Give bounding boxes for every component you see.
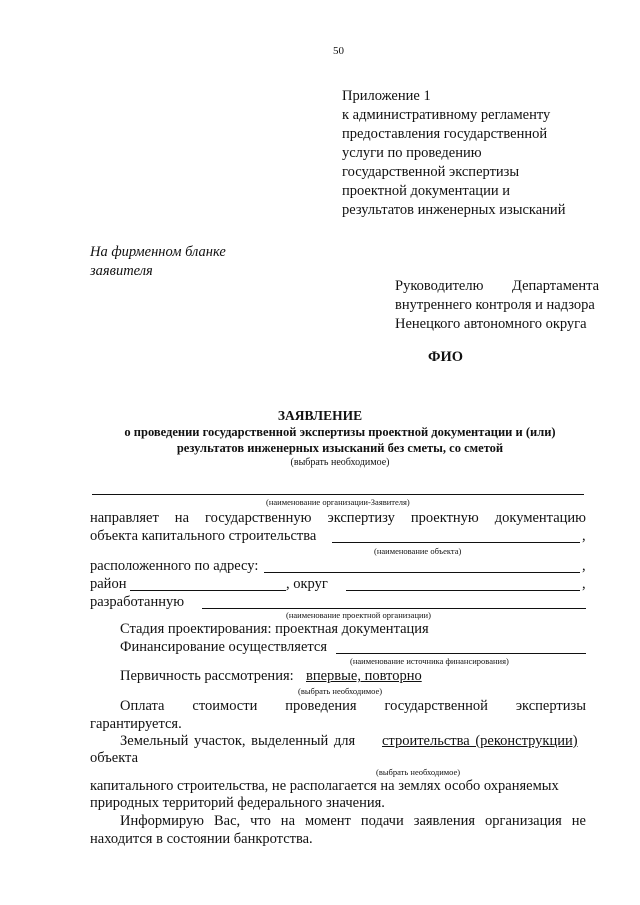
- land-note: (выбрать необходимое): [376, 767, 461, 777]
- letterhead-note: заявителя: [90, 263, 153, 279]
- land-line: капитального строительства, не располагается на землях особо охраняемых: [90, 778, 559, 794]
- financing-caption: (наименование источника финансирования): [350, 656, 509, 666]
- document-title: ЗАЯВЛЕНИЕ: [277, 408, 363, 423]
- choice-note: (выбрать необходимое): [290, 457, 390, 468]
- addressee-department: Департамента: [512, 278, 600, 294]
- land-line: объекта: [90, 750, 139, 766]
- inform-line: находится в состоянии банкротства.: [90, 831, 313, 847]
- financing-field-line: [336, 653, 586, 654]
- appendix-line: государственной экспертизы: [342, 164, 520, 180]
- payment-line: гарантируется.: [90, 716, 182, 732]
- developed-label: разработанную: [90, 594, 185, 610]
- address-label: расположенного по адресу:: [90, 558, 259, 574]
- stage-text: Стадия проектирования: проектная документация: [120, 621, 429, 637]
- sends-line: направляет на государственную экспертизу проектную документацию: [90, 510, 586, 526]
- land-choice: строительства (реконструкции): [382, 733, 578, 749]
- inform-line: Информирую Вас, что на момент подачи заявления организация не: [120, 813, 586, 829]
- payment-line: Оплата стоимости проведения государственной экспертизы: [120, 698, 586, 714]
- object-label: объекта капитального строительства: [90, 528, 317, 544]
- addressee-line: Ненецкого автономного округа: [395, 316, 587, 332]
- document-subtitle: о проведении государственной экспертизы проектной документации и (или): [124, 425, 556, 439]
- appendix-line: проектной документации и: [342, 183, 510, 199]
- addressee-line: внутреннего контроля и надзора: [395, 297, 595, 313]
- applicant-caption: (наименование организации-Заявителя): [266, 497, 410, 507]
- page-number: 50: [333, 45, 344, 57]
- comma: ,: [582, 558, 586, 574]
- primacy-label: Первичность рассмотрения:: [120, 668, 294, 684]
- address-field-line: [264, 572, 580, 573]
- financing-label: Финансирование осуществляется: [120, 639, 327, 655]
- object-caption: (наименование объекта): [374, 546, 462, 556]
- developer-caption: (наименование проектной организации): [286, 610, 431, 620]
- developer-field-line: [202, 608, 586, 609]
- district-label: район: [90, 576, 127, 592]
- okrug-field-line: [346, 590, 580, 591]
- land-line: природных территорий федерального значения.: [90, 795, 385, 811]
- appendix-line: к административному регламенту: [342, 107, 551, 123]
- comma: ,: [582, 528, 586, 544]
- appendix-line: предоставления государственной: [342, 126, 548, 142]
- district-field-line: [130, 590, 286, 591]
- land-line: Земельный участок, выделенный для: [120, 733, 356, 749]
- primacy-note: (выбрать необходимое): [298, 686, 383, 696]
- letterhead-note: На фирменном бланке: [90, 244, 226, 260]
- fio-label: ФИО: [428, 349, 464, 365]
- primacy-value: впервые, повторно: [306, 668, 422, 684]
- appendix-line: результатов инженерных изысканий: [342, 202, 566, 218]
- appendix-line: Приложение 1: [342, 88, 431, 104]
- applicant-field-line: [92, 494, 584, 495]
- comma: ,: [582, 576, 586, 592]
- appendix-line: услуги по проведению: [342, 145, 482, 161]
- document-subtitle: результатов инженерных изысканий без сметы, со сметой: [176, 441, 504, 455]
- object-field-line: [332, 542, 580, 543]
- addressee-title: Руководителю: [395, 278, 484, 294]
- okrug-label: , округ: [286, 576, 328, 592]
